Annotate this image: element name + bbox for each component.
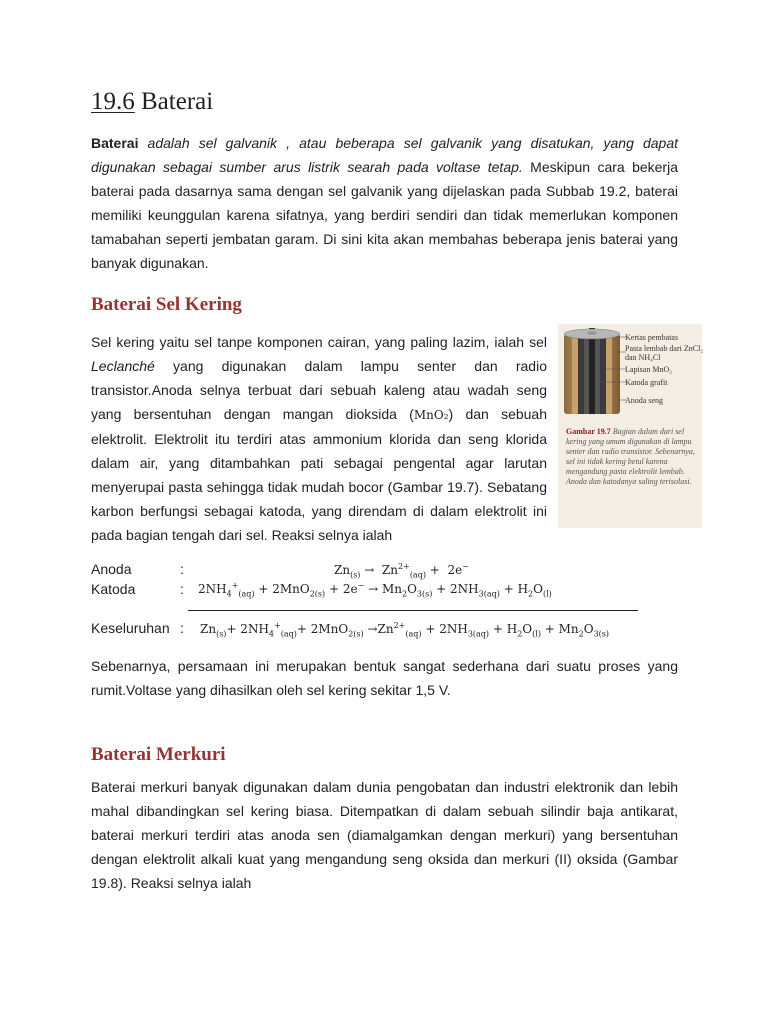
- label-mno2-layer: Lapisan MnO₂: [625, 365, 673, 374]
- reaction-sum-rule: [188, 610, 638, 611]
- term-baterai: Baterai: [91, 135, 139, 151]
- heading-dry-cell: Baterai Sel Kering: [91, 294, 242, 315]
- label-separator-paper: Kertas pembatas: [625, 333, 679, 342]
- heading-mercury: Baterai Merkuri: [91, 744, 226, 765]
- section-title: [91, 88, 213, 116]
- figure-caption: [566, 427, 700, 487]
- mno2-formula: MnO₂: [413, 408, 449, 422]
- equation-cathode: $2NH_4^+_{(aq)} + 2MnO_{2(s)} + 2e^- \to Mn_2O_{3(s)} + 2NH_{3(aq)} + H_2O_{(l)}$: [198, 581, 552, 599]
- section-number: 19.6: [91, 88, 135, 115]
- dry-cell-text-c: ) dan sebuah elektrolit. Elektrolit itu terdiri atas ammonium klorida dan seng klorida dalam air, yang ditambahkan pati sebagai pengental agar larutan menyerupai pasta sehingga tidak mudah bocor (Gambar 19.7). Sebatang karbon berfungsi sebagai katoda, yang direndam di dalam elektrolit ini pada bagian tengah dari sel. Reaksi selnya ialah: [91, 406, 548, 543]
- label-katoda: Katoda: [91, 581, 136, 597]
- label-graphite-cathode: Katoda grafit: [625, 378, 668, 387]
- equation-anode: $Zn_{(s)} \to Zn^{2+}_{(aq)} + 2e^-$: [334, 562, 469, 580]
- colon-katoda: :: [180, 581, 184, 597]
- dry-cell-text-b: yang digunakan dalam lampu senter dan radio transistor.Anoda selnya terbuat dari sebuah kaleng atau wadah seng yang bersentuhan dengan mangan dioksida (: [91, 358, 547, 422]
- label-anoda: Anoda: [91, 561, 132, 577]
- dry-cell-conclusion: Sebenarnya, persamaan ini merupakan bentuk sangat sederhana dari suatu proses yang rumit.Voltase yang dihasilkan oleh sel kering sekitar 1,5 V.: [91, 658, 678, 698]
- leclanche-term: Leclanché: [91, 358, 155, 374]
- mercury-paragraph: Baterai merkuri banyak digunakan dalam dunia pengobatan dan industri elektronik dan lebih mahal dibandingkan sel kering biasa. Ditempatkan di dalam sebuah silindir baja antikarat, baterai merkuri terdiri atas anoda sen (diamalgamkan dengan merkuri) yang bersentuhan dengan elektrolit alkali kuat yang mengandung seng oksida dan merkuri (II) oksida (Gambar 19.8). Reaksi selnya ialah: [91, 779, 678, 891]
- dry-cell-text-a: Sel kering yaitu sel tanpe komponen cairan, yang paling lazim, ialah sel: [91, 334, 547, 350]
- label-keseluruhan: Keseluruhan: [91, 620, 170, 636]
- intro-rest: Meskipun cara bekerja baterai pada dasarnya sama dengan sel galvanik yang dijelaskan pada Subbab 19.2, baterai memiliki keunggulan karena sifatnya, yang berdiri sendiri dan tidak memerlukan komponen tamabahan seperti jembatan garam. Di sini kita akan membahas beberapa jenis baterai yang banyak digunakan.: [91, 159, 678, 271]
- equation-overall: $Zn_{(s)}+ 2NH_4^+_{(aq)}+ 2MnO_{2(s)} \to Zn^{2+}_{(aq)} + 2NH_{3(aq)} + H_2O_{(l)} + Mn_2O_{3(s)}$: [200, 621, 610, 639]
- label-moist-paste: Pasta lembab dari ZnCl₂ dan NH₄Cl: [625, 344, 704, 362]
- colon-anoda: :: [180, 561, 184, 577]
- figure-dry-cell: [558, 324, 702, 528]
- label-zinc-anode: Anoda seng: [625, 396, 663, 405]
- caption-text: Bagian dalam dari sel kering yang umum digunakan di lampu senter dan radio transistor. Sebenarnya, sel ini tidak kering betul karena mengandung pasta elektrolit lembab. Anoda dan katodanya saling terisolasi.: [566, 427, 695, 486]
- section-title-text: Baterai: [141, 88, 214, 115]
- colon-keseluruhan: :: [180, 620, 184, 636]
- definition-text: adalah sel galvanik , atau beberapa sel galvanik yang disatukan, yang dapat digunakan sebagai sumber arus listrik searah pada voltase tetap.: [91, 135, 678, 175]
- caption-number: Gambar 19.7: [566, 427, 611, 436]
- dry-cell-paragraph: [91, 330, 547, 547]
- intro-paragraph: [91, 131, 678, 275]
